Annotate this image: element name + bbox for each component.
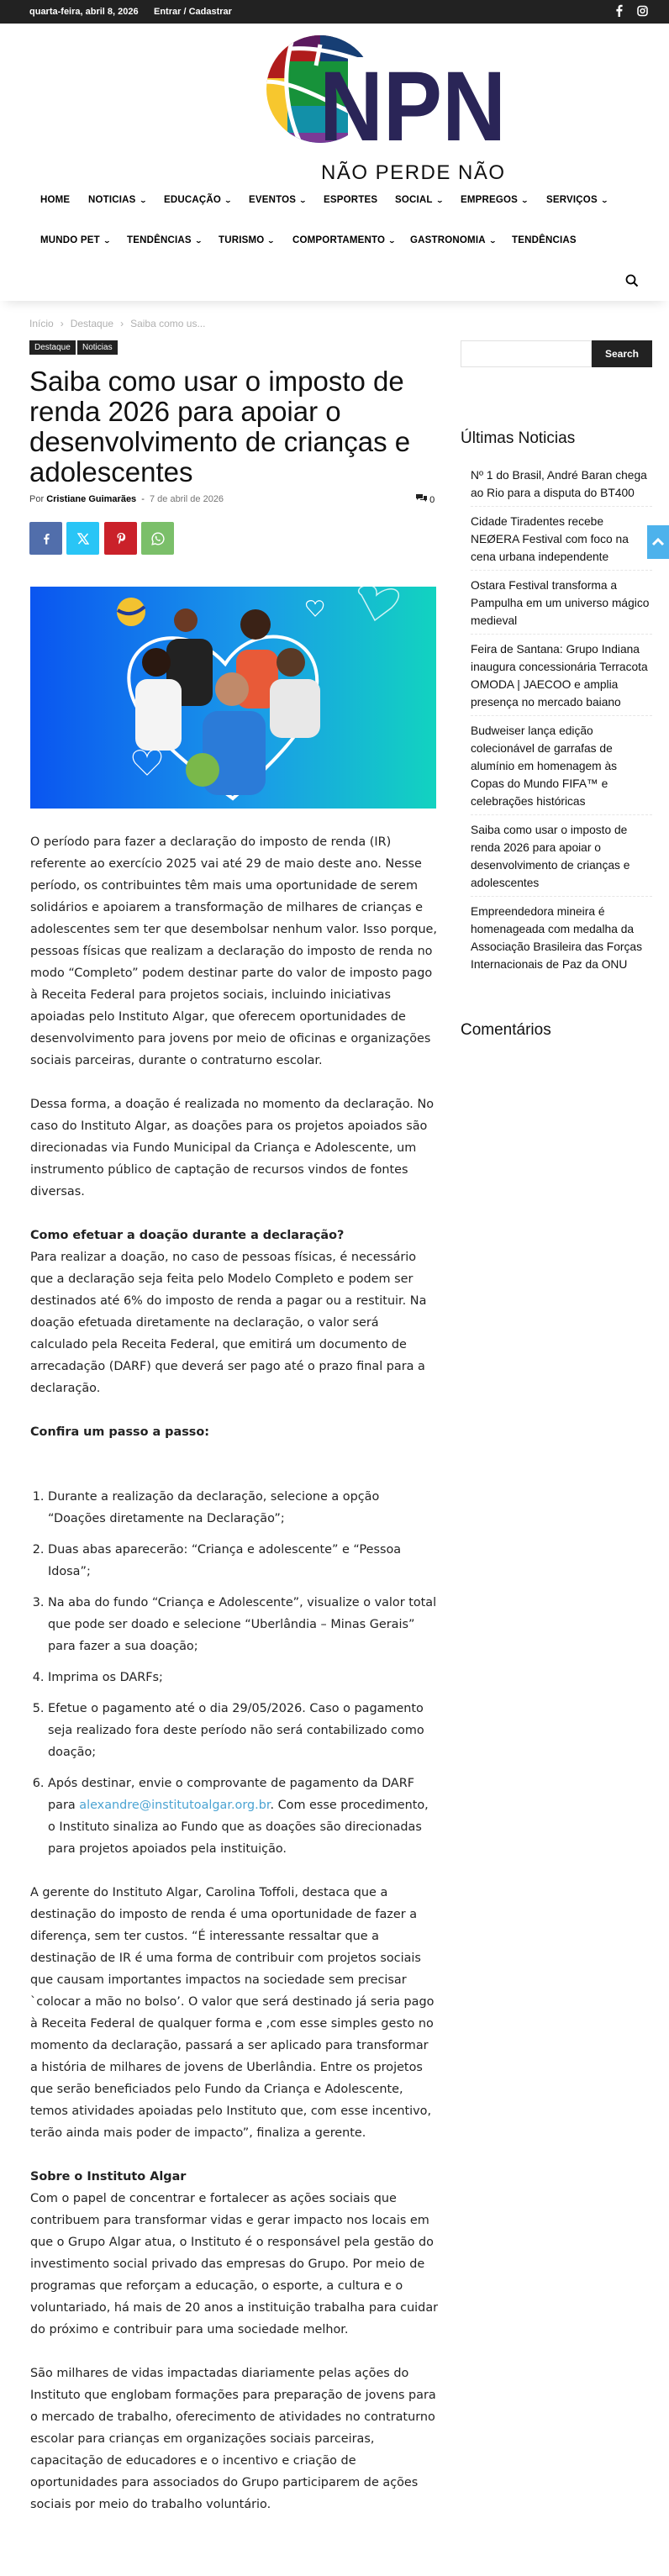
chevron-down-icon: ⌄ xyxy=(194,237,203,245)
search-icon[interactable] xyxy=(625,274,639,292)
share-facebook-button[interactable] xyxy=(29,522,62,555)
site-logo[interactable] xyxy=(257,32,509,145)
chevron-up-icon xyxy=(651,538,665,546)
share-pinterest-button[interactable] xyxy=(104,522,137,555)
section-heading: Sobre o Instituto Algar xyxy=(30,2170,187,2184)
tag-destaque[interactable]: Destaque xyxy=(29,340,76,355)
paragraph: Como efetuar a doação durante a declaração? Para realizar a doação, no caso de pessoas físicas, é necessário que a declaração seja feita pelo Modelo Completo e podem ser destinados até 6% do imposto de renda a pagar ou a restituir. Na doação efetuada diretamente na declaração, o valor será calculado pela Receita Federal, que emitirá um documento de arrecadação (DARF) que deverá ser pago até o prazo final para a declaração. xyxy=(30,1229,427,1395)
nav-comportamento[interactable]: COMPORTAMENTO ⌄ xyxy=(292,235,397,245)
nav-tendencias-2[interactable]: TENDÊNCIAS xyxy=(512,235,577,245)
section-heading: Como efetuar a doação durante a declaração? xyxy=(30,1229,345,1242)
breadcrumb-destaque[interactable]: Destaque xyxy=(70,318,114,329)
chevron-down-icon: ⌄ xyxy=(600,197,609,204)
latest-news-title: Últimas Noticias xyxy=(461,429,576,447)
author-link[interactable]: Cristiane Guimarães xyxy=(46,494,137,504)
share-whatsapp-button[interactable] xyxy=(141,522,174,555)
list-item: 1. Durante a realização da declaração, selecione a opção “Doações diretamente na Declaração”; xyxy=(48,1486,439,1530)
latest-news-item[interactable]: Saiba como usar o imposto de renda 2026 para apoiar o desenvolvimento de crianças e adolescentes xyxy=(471,819,652,897)
comments-title: Comentários xyxy=(461,1021,551,1039)
latest-news-item[interactable]: Feira de Santana: Grupo Indiana inaugura concessionária Terracota OMODA | JAECOO e amplia presença no mercado baiano xyxy=(471,639,652,716)
nav-gastronomia[interactable]: GASTRONOMIA ⌄ xyxy=(410,235,498,245)
breadcrumb: Início › Destaque › Saiba como us... xyxy=(29,318,206,329)
breadcrumb-home[interactable]: Início xyxy=(29,318,54,329)
chevron-down-icon: ⌄ xyxy=(139,197,147,204)
list-item: 5. Efetue o pagamento até o dia 29/05/2026. Caso o pagamento seja realizado fora deste período não será contabilizado como doação; xyxy=(48,1698,439,1763)
latest-news-item[interactable]: Nº 1 do Brasil, André Baran chega ao Rio para a disputa do BT400 xyxy=(471,465,652,507)
paragraph: Dessa forma, a doação é realizada no momento da declaração. No caso do Instituto Algar, as doações para os projetos apoiados são direcionadas via Fundo Municipal da Criança e Adolescente, um instrumento público de captação de recursos vindos de fontes diversas. xyxy=(30,1098,435,1198)
chevron-down-icon: ⌄ xyxy=(298,197,308,204)
logo-letters: NPN xyxy=(319,51,506,145)
article-body xyxy=(30,831,439,2537)
pinterest-icon xyxy=(116,532,126,545)
paragraph: Sobre o Instituto Algar Com o papel de concentrar e fortalecer as ações sociais que contribuem para transformar vidas e gerar impacto nos locais em que o Grupo Algar atua, o Instituto é o responsável pela gestão do investimento social privado das empresas do Grupo. Por meio de programas que reforçam a educação, o esporte, a cultura e o voluntariado, há mais de 20 anos a instituição trabalha para cuidar do próximo e contribuir para uma sociedade melhor. xyxy=(30,2170,439,2336)
article-featured-image xyxy=(30,587,436,809)
facebook-icon[interactable] xyxy=(615,4,623,19)
paragraph: A gerente do Instituto Algar, Carolina Toffoli, destaca que a destinação do imposto de renda é uma oportunidade de fazer a diferença, sem ter custos. “É interessante ressaltar que a destinação de IR é uma forma de contribuir com projetos sociais que causam importantes impactos na sociedade sem precisar `colocar a mão no bolso’. O valor que será destinado já seria pago à Receita Federal de qualquer forma e ,com esse simples gesto no momento da declaração, passará a ser aplicado para transformar a história de milhares de jovens de Uberlândia. Entre os projetos que serão beneficiados pelo Fundo da Criança e Adolescente, temos atividades apoiadas pelo Instituto que, com esse incentivo, terão ainda mais poder de impacto”, finaliza a gerente. xyxy=(30,1886,435,2140)
nav-tendencias[interactable]: TENDÊNCIAS ⌄ xyxy=(127,235,203,245)
article-title: Saiba como usar o imposto de renda 2026 para apoiar o desenvolvimento de crianças e adolescentes xyxy=(29,366,411,487)
whatsapp-icon xyxy=(151,532,165,545)
comment-count[interactable]: 0 xyxy=(416,494,435,505)
tag-noticias[interactable]: Noticias xyxy=(77,340,118,355)
sidebar-search-button[interactable]: Search xyxy=(592,340,652,367)
chevron-down-icon: ⌄ xyxy=(267,237,276,245)
nav-home[interactable]: HOME xyxy=(40,195,71,205)
nav-educacao[interactable]: EDUCAÇÃO ⌄ xyxy=(164,195,233,205)
chevron-down-icon: ⌄ xyxy=(103,237,112,245)
share-x-button[interactable] xyxy=(66,522,99,555)
list-item: 3. Na aba do fundo “Criança e Adolescente”, visualize o valor total que pode ser doado e selecione “Uberlândia – Minas Gerais” para fazer a sua doação; xyxy=(48,1592,439,1657)
nav-mundo-pet[interactable]: MUNDO PET ⌄ xyxy=(40,235,112,245)
breadcrumb-current: Saiba como us... xyxy=(130,318,206,329)
list-item: 6. Após destinar, envie o comprovante de pagamento da DARF para alexandre@institutoalgar.org.br. Com esse procedimento, o Instituto sinaliza ao Fundo que as doações são direcionadas para projetos apoiados pela instituição. xyxy=(48,1773,439,1860)
latest-news-item[interactable]: Empreendedora mineira é homenageada com medalha da Associação Brasileira das Forças Internacionais de Paz da ONU xyxy=(471,905,642,971)
list-item: 2. Duas abas aparecerão: “Criança e adolescente” e “Pessoa Idosa”; xyxy=(48,1539,439,1583)
chevron-down-icon: ⌄ xyxy=(387,237,397,245)
current-date: quarta-feira, abril 8, 2026 xyxy=(29,7,139,17)
steps-list xyxy=(30,1486,439,1860)
latest-news-item[interactable]: Ostara Festival transforma a Pampulha em um universo mágico medieval xyxy=(471,575,652,635)
top-bar xyxy=(0,0,669,24)
comment-icon xyxy=(416,495,427,505)
article-meta: Por Cristiane Guimarães - 7 de abril de 2026 xyxy=(29,494,224,504)
chevron-down-icon: ⌄ xyxy=(520,197,529,204)
latest-news-list xyxy=(471,465,652,982)
nav-noticias[interactable]: NOTICIAS ⌄ xyxy=(88,195,147,205)
login-link[interactable]: Entrar / Cadastrar xyxy=(154,7,232,17)
email-link[interactable]: alexandre@institutoalgar.org.br xyxy=(79,1799,271,1812)
instagram-icon[interactable] xyxy=(637,5,648,19)
nav-esportes[interactable]: ESPORTES xyxy=(324,195,378,205)
nav-social[interactable]: SOCIAL ⌄ xyxy=(395,195,444,205)
paragraph: São milhares de vidas impactadas diariamente pelas ações do Instituto que englobam formações para preparação de jovens para o mercado de trabalho, oferecimento de atividades no contraturno escolar para crianças em organizações sociais parceiras, capacitação de educadores e o incentivo e criação de oportunidades para associados do Grupo participarem de ações sociais por meio do trabalho voluntário. xyxy=(30,2367,436,2511)
nav-empregos[interactable]: EMPREGOS ⌄ xyxy=(461,195,529,205)
publish-date: 7 de abril de 2026 xyxy=(149,494,224,504)
logo-tagline: NÃO PERDE NÃO xyxy=(321,161,506,184)
x-icon xyxy=(77,533,89,545)
latest-news-item[interactable]: Cidade Tiradentes recebe NEØERA Festival com foco na cena urbana independente xyxy=(471,511,652,571)
nav-servicos[interactable]: SERVIÇOS ⌄ xyxy=(546,195,609,205)
chevron-down-icon: ⌄ xyxy=(224,197,233,204)
site-header xyxy=(0,24,669,301)
nav-turismo[interactable]: TURISMO ⌄ xyxy=(219,235,276,245)
facebook-icon xyxy=(43,533,50,545)
chevron-down-icon: ⌄ xyxy=(435,197,444,204)
latest-news-item[interactable]: Budweiser lança edição colecionável de garrafas de alumínio em homenagem às Copas do Mundo FIFA™ e celebrações históricas xyxy=(471,720,652,815)
paragraph: O período para fazer a declaração do imposto de renda (IR) referente ao exercício 2025 vai até 29 de maio deste ano. Nesse período, os contribuintes têm mais uma oportunidade de serem solidários e apoiarem a transformação de milhares de crianças e adolescentes sem ter que desembolsar nenhum valor. Isso porque, pessoas físicas que realizam a declaração do imposto de renda no modo “Completo” podem destinar parte do valor de imposto pago à Receita Federal para projetos sociais, incluindo iniciativas apoiadas pelo Instituto Algar, que oferecem oportunidades de desenvolvimento para jovens por meio de oficinas e organizações sociais parceiras, durante o contraturno escolar. xyxy=(30,835,437,1067)
list-item: 4. Imprima os DARFs; xyxy=(48,1667,439,1688)
nav-eventos[interactable]: EVENTOS ⌄ xyxy=(249,195,308,205)
chevron-down-icon: ⌄ xyxy=(488,237,498,245)
section-heading: Confira um passo a passo: xyxy=(30,1425,209,1439)
scroll-to-top-button[interactable] xyxy=(647,525,669,559)
sidebar-search-input[interactable] xyxy=(461,340,592,367)
